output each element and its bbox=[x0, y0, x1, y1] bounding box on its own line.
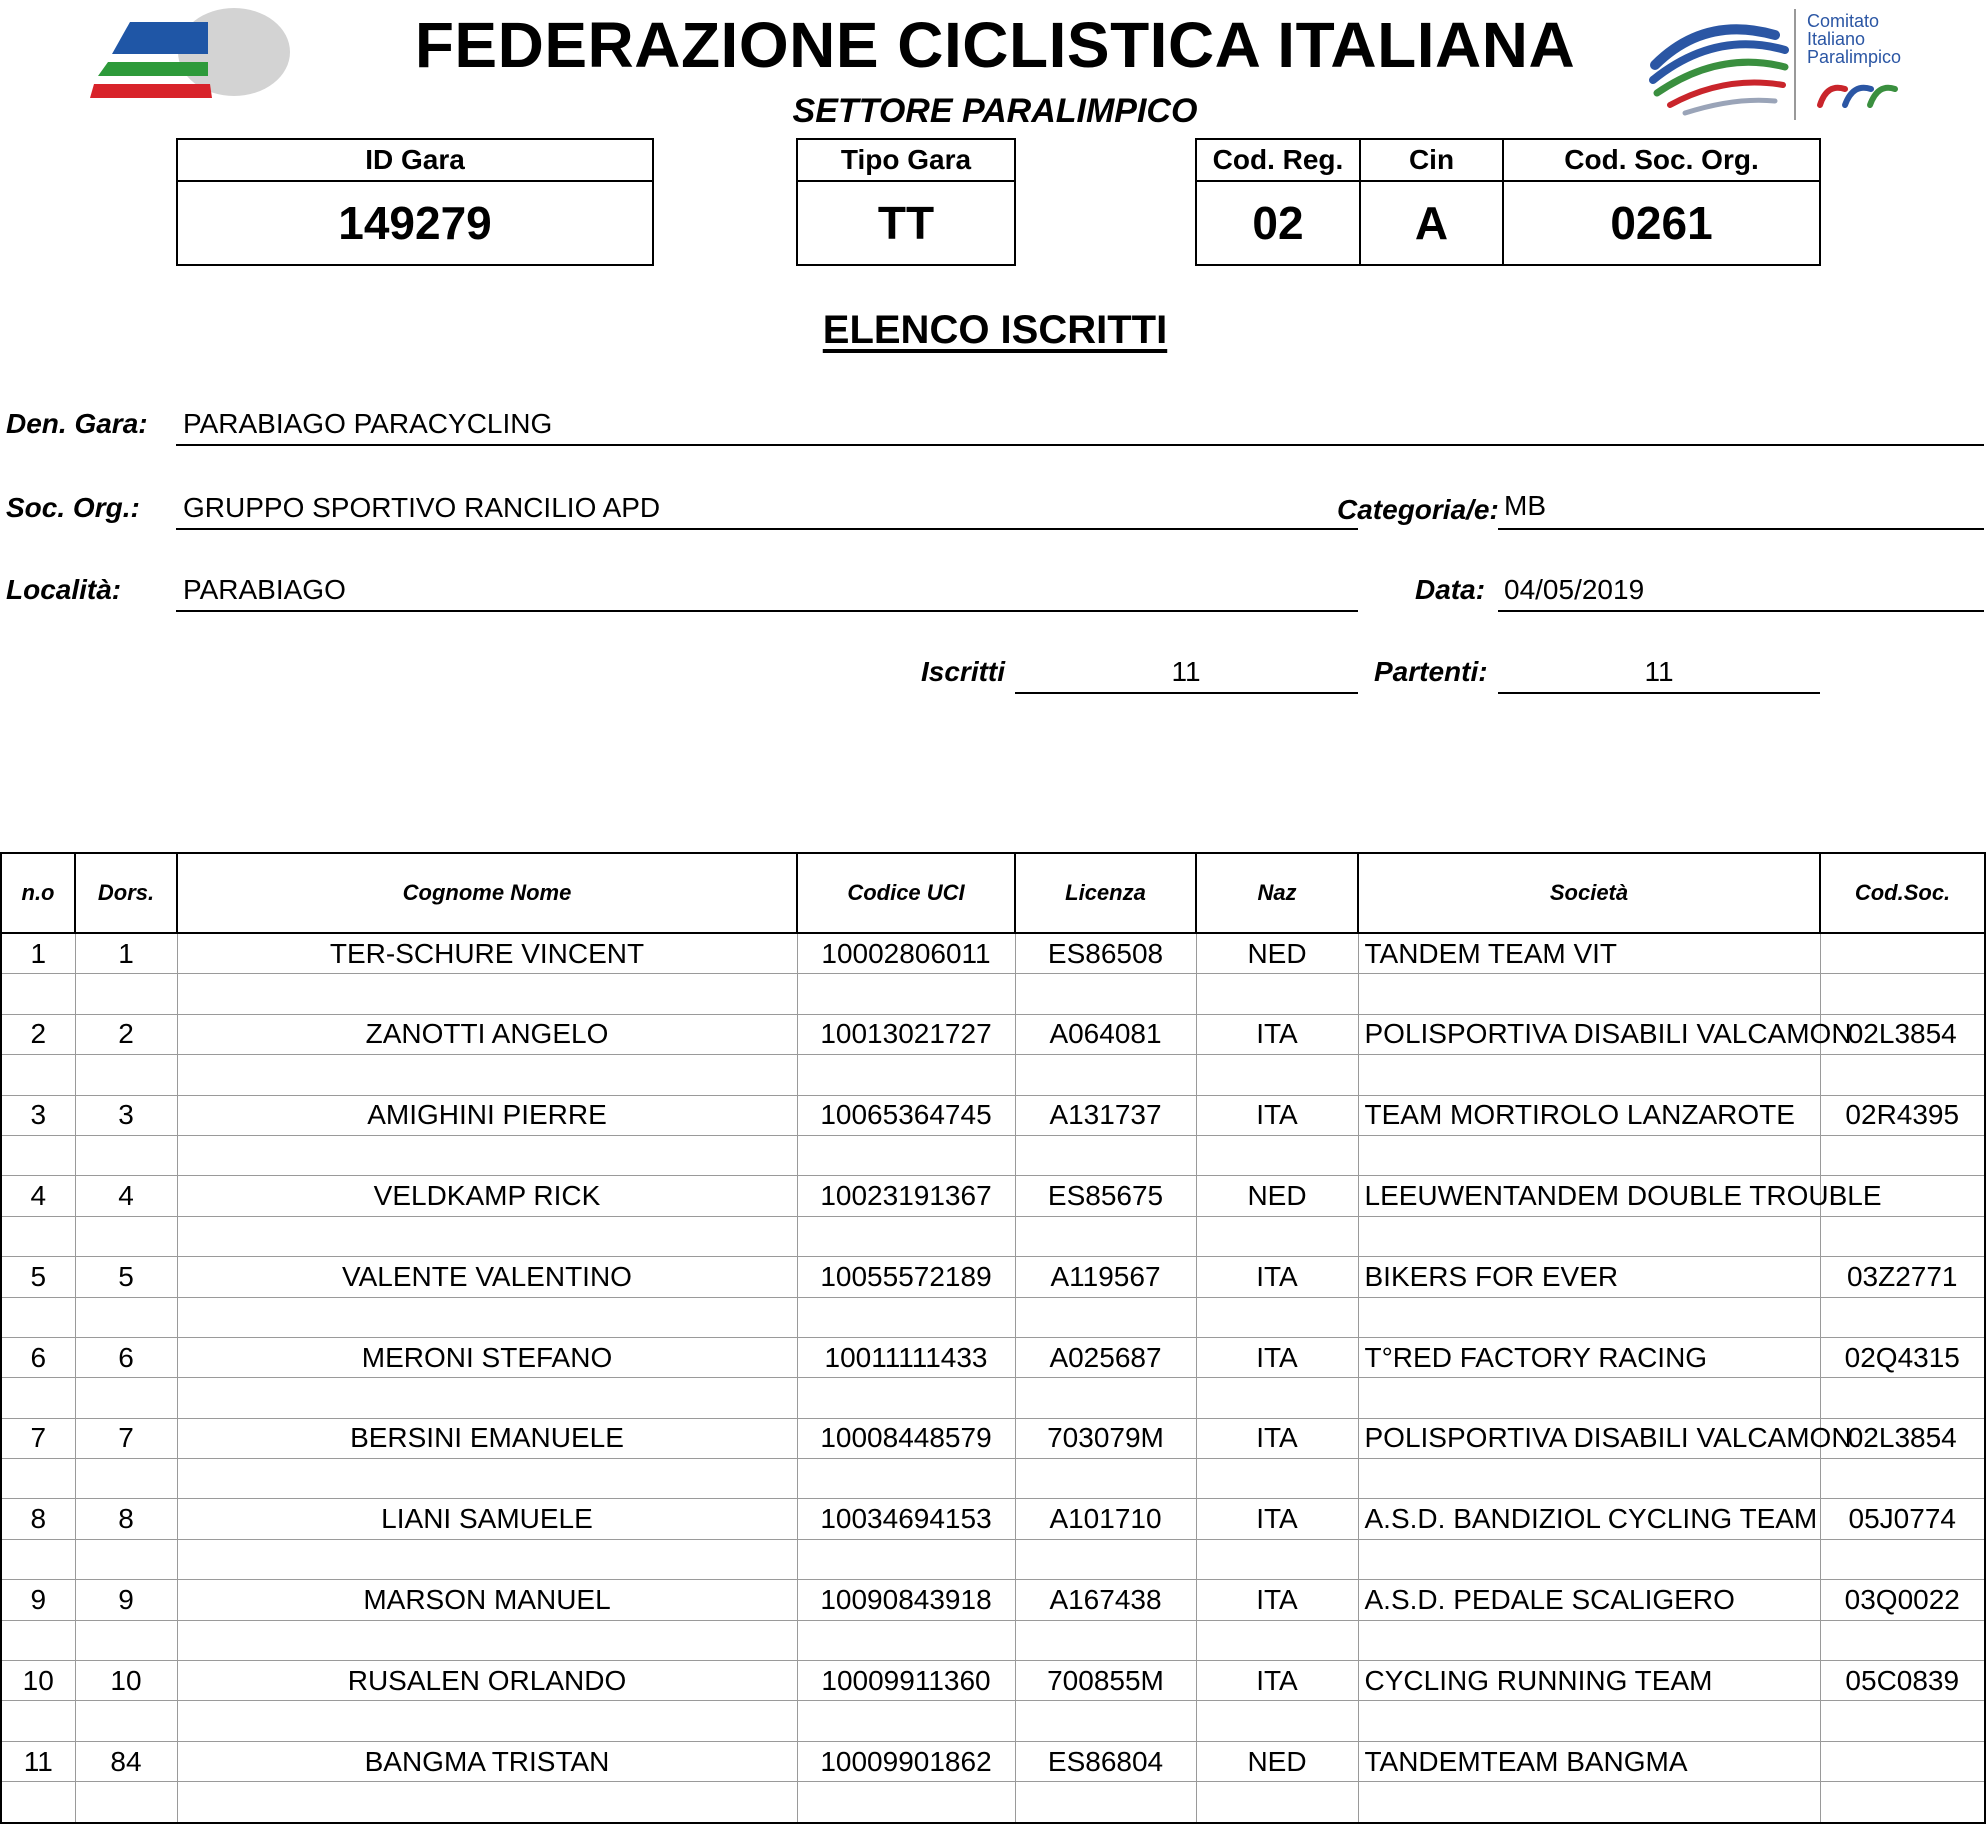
table-row bbox=[1, 1095, 1985, 1135]
spacer-cell bbox=[1196, 1378, 1358, 1418]
cell-naz: NED bbox=[1196, 933, 1358, 974]
spacer-cell bbox=[1358, 1297, 1820, 1337]
table-spacer-row bbox=[1, 1216, 1985, 1256]
table-row bbox=[1, 1661, 1985, 1701]
cell-dors: 10 bbox=[75, 1661, 177, 1701]
cod-soc-org-label: Cod. Soc. Org. bbox=[1504, 140, 1819, 182]
cell-no: 5 bbox=[1, 1257, 75, 1297]
cell-no: 9 bbox=[1, 1580, 75, 1620]
cell-licenza: 700855M bbox=[1015, 1661, 1196, 1701]
spacer-cell bbox=[797, 1620, 1015, 1660]
spacer-cell bbox=[1015, 1701, 1196, 1741]
table-row bbox=[1, 1014, 1985, 1054]
cell-dors: 1 bbox=[75, 933, 177, 974]
cell-name: ZANOTTI ANGELO bbox=[177, 1014, 797, 1054]
cell-uci: 10055572189 bbox=[797, 1257, 1015, 1297]
spacer-cell bbox=[1, 1701, 75, 1741]
spacer-cell bbox=[75, 1378, 177, 1418]
col-header-uci: Codice UCI bbox=[797, 853, 1015, 933]
cell-name: RUSALEN ORLANDO bbox=[177, 1661, 797, 1701]
spacer-cell bbox=[1196, 1297, 1358, 1337]
table-spacer-row bbox=[1, 1782, 1985, 1823]
cell-dors: 6 bbox=[75, 1337, 177, 1377]
spacer-cell bbox=[1015, 1782, 1196, 1823]
cell-no: 10 bbox=[1, 1661, 75, 1701]
spacer-cell bbox=[1358, 1459, 1820, 1499]
spacer-cell bbox=[75, 1539, 177, 1579]
cell-name: LIANI SAMUELE bbox=[177, 1499, 797, 1539]
spacer-cell bbox=[177, 1378, 797, 1418]
cell-codsoc: 03Q0022 bbox=[1820, 1580, 1985, 1620]
cell-no: 11 bbox=[1, 1741, 75, 1781]
spacer-cell bbox=[1820, 1297, 1985, 1337]
spacer-cell bbox=[1, 1782, 75, 1823]
cod-box bbox=[1195, 138, 1821, 266]
cell-name: AMIGHINI PIERRE bbox=[177, 1095, 797, 1135]
spacer-cell bbox=[1196, 1135, 1358, 1175]
spacer-cell bbox=[1820, 1620, 1985, 1660]
cell-uci: 10011111433 bbox=[797, 1337, 1015, 1377]
soc-org-value: GRUPPO SPORTIVO RANCILIO APD bbox=[183, 492, 661, 523]
cod-soc-org-value: 0261 bbox=[1610, 197, 1713, 249]
cell-licenza: ES85675 bbox=[1015, 1176, 1196, 1216]
spacer-cell bbox=[1820, 1701, 1985, 1741]
table-row bbox=[1, 1741, 1985, 1781]
den-gara-label: Den. Gara: bbox=[6, 408, 148, 439]
cell-naz: ITA bbox=[1196, 1499, 1358, 1539]
spacer-cell bbox=[177, 1459, 797, 1499]
cell-licenza: A025687 bbox=[1015, 1337, 1196, 1377]
spacer-cell bbox=[797, 1378, 1015, 1418]
cell-name: MERONI STEFANO bbox=[177, 1337, 797, 1377]
spacer-cell bbox=[75, 1055, 177, 1095]
spacer-cell bbox=[1, 1055, 75, 1095]
spacer-cell bbox=[1820, 1782, 1985, 1823]
spacer-cell bbox=[1358, 1135, 1820, 1175]
table-spacer-row bbox=[1, 1378, 1985, 1418]
cell-societa: TANDEMTEAM BANGMA bbox=[1358, 1741, 1820, 1781]
spacer-cell bbox=[1, 1216, 75, 1256]
data-label: Data: bbox=[1415, 574, 1486, 605]
id-gara-box bbox=[176, 138, 654, 266]
spacer-cell bbox=[797, 1459, 1015, 1499]
cell-no: 4 bbox=[1, 1176, 75, 1216]
spacer-cell bbox=[1015, 1378, 1196, 1418]
spacer-cell bbox=[1358, 1701, 1820, 1741]
spacer-cell bbox=[797, 974, 1015, 1014]
spacer-cell bbox=[1196, 1620, 1358, 1660]
table-header-row bbox=[1, 853, 1985, 933]
table-row bbox=[1, 1257, 1985, 1297]
id-gara-value: 149279 bbox=[338, 197, 492, 249]
partenti-label: Partenti: bbox=[1374, 656, 1488, 687]
tipo-gara-label: Tipo Gara bbox=[798, 140, 1014, 182]
cell-societa: BIKERS FOR EVER bbox=[1358, 1257, 1820, 1297]
cip-text-3: Paralimpico bbox=[1807, 47, 1902, 67]
spacer-cell bbox=[797, 1539, 1015, 1579]
cell-licenza: A167438 bbox=[1015, 1580, 1196, 1620]
soc-org-label: Soc. Org.: bbox=[6, 492, 140, 523]
spacer-cell bbox=[1015, 1539, 1196, 1579]
cell-societa: TEAM MORTIROLO LANZAROTE bbox=[1358, 1095, 1820, 1135]
spacer-cell bbox=[1196, 1216, 1358, 1256]
spacer-cell bbox=[1196, 1459, 1358, 1499]
table-row bbox=[1, 1337, 1985, 1377]
page-subtitle: SETTORE PARALIMPICO bbox=[792, 92, 1198, 130]
spacer-cell bbox=[1015, 974, 1196, 1014]
cell-naz: ITA bbox=[1196, 1418, 1358, 1458]
localita-label: Località: bbox=[6, 574, 122, 605]
cell-uci: 10034694153 bbox=[797, 1499, 1015, 1539]
spacer-cell bbox=[1358, 1539, 1820, 1579]
spacer-cell bbox=[1820, 1135, 1985, 1175]
spacer-cell bbox=[1820, 1378, 1985, 1418]
spacer-cell bbox=[1, 1297, 75, 1337]
cell-name: BERSINI EMANUELE bbox=[177, 1418, 797, 1458]
cell-no: 7 bbox=[1, 1418, 75, 1458]
cell-societa: POLISPORTIVA DISABILI VALCAMON bbox=[1358, 1418, 1820, 1458]
spacer-cell bbox=[1820, 1055, 1985, 1095]
cell-uci: 10009901862 bbox=[797, 1741, 1015, 1781]
cell-codsoc: 02L3854 bbox=[1820, 1418, 1985, 1458]
cip-text-2: Italiano bbox=[1807, 29, 1866, 49]
col-header-name: Cognome Nome bbox=[177, 853, 797, 933]
cell-no: 2 bbox=[1, 1014, 75, 1054]
spacer-cell bbox=[177, 1135, 797, 1175]
spacer-cell bbox=[75, 1701, 177, 1741]
categoria-value: MB bbox=[1504, 490, 1546, 521]
table-row bbox=[1, 1499, 1985, 1539]
spacer-cell bbox=[1358, 1782, 1820, 1823]
cell-codsoc: 02R4395 bbox=[1820, 1095, 1985, 1135]
cell-uci: 10009911360 bbox=[797, 1661, 1015, 1701]
spacer-cell bbox=[1196, 974, 1358, 1014]
cell-licenza: ES86508 bbox=[1015, 933, 1196, 974]
table-spacer-row bbox=[1, 1055, 1985, 1095]
cell-no: 8 bbox=[1, 1499, 75, 1539]
cell-dors: 7 bbox=[75, 1418, 177, 1458]
table-row bbox=[1, 1418, 1985, 1458]
cell-licenza: ES86804 bbox=[1015, 1741, 1196, 1781]
spacer-cell bbox=[797, 1297, 1015, 1337]
spacer-cell bbox=[797, 1782, 1015, 1823]
spacer-cell bbox=[1820, 974, 1985, 1014]
spacer-cell bbox=[1015, 1216, 1196, 1256]
spacer-cell bbox=[1015, 1297, 1196, 1337]
col-header-licenza: Licenza bbox=[1015, 853, 1196, 933]
spacer-cell bbox=[177, 1297, 797, 1337]
cell-uci: 10023191367 bbox=[797, 1176, 1015, 1216]
cell-naz: ITA bbox=[1196, 1337, 1358, 1377]
cell-naz: ITA bbox=[1196, 1580, 1358, 1620]
spacer-cell bbox=[1, 1459, 75, 1499]
col-header-societa: Società bbox=[1358, 853, 1820, 933]
spacer-cell bbox=[75, 1459, 177, 1499]
cell-uci: 10090843918 bbox=[797, 1580, 1015, 1620]
spacer-cell bbox=[177, 1782, 797, 1823]
spacer-cell bbox=[1196, 1055, 1358, 1095]
spacer-cell bbox=[177, 1216, 797, 1256]
spacer-cell bbox=[1358, 974, 1820, 1014]
cell-no: 6 bbox=[1, 1337, 75, 1377]
spacer-cell bbox=[177, 1701, 797, 1741]
cell-licenza: A131737 bbox=[1015, 1095, 1196, 1135]
den-gara-value: PARABIAGO PARACYCLING bbox=[183, 408, 553, 439]
spacer-cell bbox=[1015, 1135, 1196, 1175]
cell-uci: 10065364745 bbox=[797, 1095, 1015, 1135]
iscritti-value: 11 bbox=[1171, 656, 1201, 687]
page-title: FEDERAZIONE CICLISTICA ITALIANA bbox=[414, 9, 1576, 81]
cell-uci: 10008448579 bbox=[797, 1418, 1015, 1458]
cell-societa: LEEUWENTANDEM DOUBLE TROUBLE bbox=[1358, 1176, 1820, 1216]
fci-logo bbox=[90, 8, 290, 103]
cell-uci: 10013021727 bbox=[797, 1014, 1015, 1054]
spacer-cell bbox=[1, 974, 75, 1014]
spacer-cell bbox=[1196, 1701, 1358, 1741]
cell-codsoc bbox=[1820, 1741, 1985, 1781]
cell-societa: CYCLING RUNNING TEAM bbox=[1358, 1661, 1820, 1701]
cell-codsoc: 05C0839 bbox=[1820, 1661, 1985, 1701]
spacer-cell bbox=[1, 1378, 75, 1418]
col-header-dors: Dors. bbox=[75, 853, 177, 933]
cell-dors: 9 bbox=[75, 1580, 177, 1620]
cip-text-1: Comitato bbox=[1807, 11, 1880, 31]
spacer-cell bbox=[177, 1539, 797, 1579]
spacer-cell bbox=[1820, 1216, 1985, 1256]
spacer-cell bbox=[75, 1297, 177, 1337]
spacer-cell bbox=[797, 1135, 1015, 1175]
spacer-cell bbox=[797, 1701, 1015, 1741]
cell-codsoc: 02L3854 bbox=[1820, 1014, 1985, 1054]
cell-dors: 2 bbox=[75, 1014, 177, 1054]
cell-name: MARSON MANUEL bbox=[177, 1580, 797, 1620]
cell-societa: T°RED FACTORY RACING bbox=[1358, 1337, 1820, 1377]
spacer-cell bbox=[75, 1620, 177, 1660]
cip-logo bbox=[1645, 5, 1945, 123]
categoria-label: Categoria/e: bbox=[1337, 494, 1499, 525]
spacer-cell bbox=[1820, 1459, 1985, 1499]
spacer-cell bbox=[1015, 1459, 1196, 1499]
tipo-gara-value: TT bbox=[877, 197, 935, 249]
spacer-cell bbox=[1196, 1782, 1358, 1823]
cell-dors: 5 bbox=[75, 1257, 177, 1297]
list-heading: ELENCO ISCRITTI bbox=[822, 308, 1168, 352]
spacer-cell bbox=[1015, 1620, 1196, 1660]
cell-name: BANGMA TRISTAN bbox=[177, 1741, 797, 1781]
id-gara-label: ID Gara bbox=[178, 140, 652, 182]
cin-label: Cin bbox=[1361, 140, 1502, 182]
spacer-cell bbox=[797, 1216, 1015, 1256]
col-header-codsoc: Cod.Soc. bbox=[1820, 853, 1985, 933]
localita-value: PARABIAGO bbox=[183, 574, 346, 605]
spacer-cell bbox=[1820, 1539, 1985, 1579]
col-header-naz: Naz bbox=[1196, 853, 1358, 933]
spacer-cell bbox=[1196, 1539, 1358, 1579]
cell-licenza: A101710 bbox=[1015, 1499, 1196, 1539]
cell-naz: NED bbox=[1196, 1741, 1358, 1781]
spacer-cell bbox=[1358, 1055, 1820, 1095]
cell-naz: ITA bbox=[1196, 1014, 1358, 1054]
table-row bbox=[1, 933, 1985, 974]
cell-name: VELDKAMP RICK bbox=[177, 1176, 797, 1216]
cell-codsoc: 02Q4315 bbox=[1820, 1337, 1985, 1377]
spacer-cell bbox=[75, 1216, 177, 1256]
cell-naz: ITA bbox=[1196, 1661, 1358, 1701]
col-header-no: n.o bbox=[1, 853, 75, 933]
table-spacer-row bbox=[1, 1135, 1985, 1175]
cell-societa: A.S.D. BANDIZIOL CYCLING TEAM bbox=[1358, 1499, 1820, 1539]
spacer-cell bbox=[177, 974, 797, 1014]
spacer-cell bbox=[797, 1055, 1015, 1095]
cod-reg-label: Cod. Reg. bbox=[1197, 140, 1359, 182]
spacer-cell bbox=[1358, 1620, 1820, 1660]
cell-codsoc: 03Z2771 bbox=[1820, 1257, 1985, 1297]
table-spacer-row bbox=[1, 974, 1985, 1014]
cell-dors: 3 bbox=[75, 1095, 177, 1135]
cell-naz: NED bbox=[1196, 1176, 1358, 1216]
cell-dors: 4 bbox=[75, 1176, 177, 1216]
data-value: 04/05/2019 bbox=[1504, 574, 1645, 605]
cell-codsoc bbox=[1820, 933, 1985, 974]
cell-no: 3 bbox=[1, 1095, 75, 1135]
table-spacer-row bbox=[1, 1297, 1985, 1337]
cell-naz: ITA bbox=[1196, 1257, 1358, 1297]
spacer-cell bbox=[75, 974, 177, 1014]
spacer-cell bbox=[75, 1135, 177, 1175]
iscritti-label: Iscritti bbox=[921, 656, 1006, 687]
spacer-cell bbox=[177, 1620, 797, 1660]
table-row bbox=[1, 1580, 1985, 1620]
spacer-cell bbox=[75, 1782, 177, 1823]
cell-no: 1 bbox=[1, 933, 75, 974]
cell-dors: 8 bbox=[75, 1499, 177, 1539]
cell-naz: ITA bbox=[1196, 1095, 1358, 1135]
tipo-gara-box bbox=[796, 138, 1016, 266]
cell-societa: TANDEM TEAM VIT bbox=[1358, 933, 1820, 974]
cell-societa: A.S.D. PEDALE SCALIGERO bbox=[1358, 1580, 1820, 1620]
spacer-cell bbox=[1, 1539, 75, 1579]
table-spacer-row bbox=[1, 1701, 1985, 1741]
entrants-table bbox=[0, 852, 1986, 1824]
table-spacer-row bbox=[1, 1539, 1985, 1579]
cell-licenza: A064081 bbox=[1015, 1014, 1196, 1054]
spacer-cell bbox=[1358, 1378, 1820, 1418]
spacer-cell bbox=[177, 1055, 797, 1095]
spacer-cell bbox=[1358, 1216, 1820, 1256]
spacer-cell bbox=[1, 1135, 75, 1175]
cell-dors: 84 bbox=[75, 1741, 177, 1781]
table-row bbox=[1, 1176, 1985, 1216]
cell-name: TER-SCHURE VINCENT bbox=[177, 933, 797, 974]
table-spacer-row bbox=[1, 1459, 1985, 1499]
cell-licenza: A119567 bbox=[1015, 1257, 1196, 1297]
cell-societa: POLISPORTIVA DISABILI VALCAMON bbox=[1358, 1014, 1820, 1054]
cell-uci: 10002806011 bbox=[797, 933, 1015, 974]
table-spacer-row bbox=[1, 1620, 1985, 1660]
cell-licenza: 703079M bbox=[1015, 1418, 1196, 1458]
cin-value: A bbox=[1414, 197, 1449, 249]
cod-reg-value: 02 bbox=[1252, 197, 1304, 249]
cell-name: VALENTE VALENTINO bbox=[177, 1257, 797, 1297]
spacer-cell bbox=[1, 1620, 75, 1660]
partenti-value: 11 bbox=[1644, 656, 1674, 687]
cell-codsoc: 05J0774 bbox=[1820, 1499, 1985, 1539]
spacer-cell bbox=[1015, 1055, 1196, 1095]
